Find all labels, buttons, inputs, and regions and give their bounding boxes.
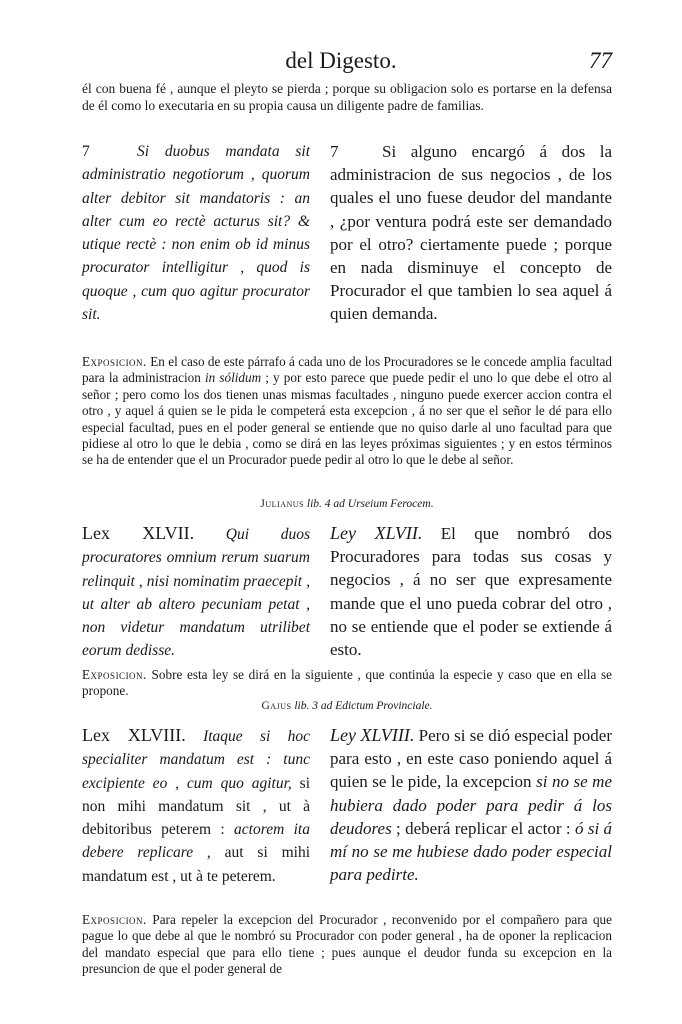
- spanish-text-b: si no se me hubiera dado poder para pedir á los deudores: [330, 772, 612, 838]
- spanish-column: [330, 522, 612, 663]
- exposicion-italic: in sólidum: [204, 370, 262, 386]
- latin-label: Lex XLVIII.: [82, 725, 186, 745]
- citation-work: lib. 3 ad Edictum Provinciale.: [291, 700, 433, 712]
- spanish-label: Ley XLVIII.: [330, 725, 415, 745]
- exposicion-label: Exposicion.: [82, 912, 147, 927]
- latin-column: [82, 724, 310, 888]
- latin-number: 7: [82, 143, 90, 160]
- section-7: [82, 140, 612, 326]
- citation-author: Julianus: [260, 498, 304, 510]
- exposicion-1: [82, 354, 612, 469]
- exposicion-2: [82, 667, 612, 700]
- exposicion-text-b: ; y por esto parece que puede pedir el uno lo que debe el otro al señor ; pero como los dos tienen unas mismas facultades , ninguno puede exercer accion contra el otro , y aquel á quien se le pida le competerá esta excepcion , á no ser que el señor le dé para ello especial facultad, pues en el poder general se entiende que no quiso darle al uno facultad para que pidiese al otro lo que le debia , como se dirá en las leyes próximas siguientes ; y en estos términos se ha de entender que el un Procurador puede pedir al otro lo que le debe al señor.: [82, 370, 612, 468]
- latin-text: Si duobus mandata sit administratio negotiorum , quorum alter debitor sit mandatoris : an alter cum eo rectè acturus sit? & utique rectè : non enim ob id minus procurator intelligitur , quod is quoque , cum quo agitur procurator sit.: [82, 143, 311, 324]
- latin-text-b: si non mihi mandatum sit , ut à debitoribus peterem :: [82, 774, 311, 839]
- spanish-text-d: ó si á mí no se me hubiese dado poder especial para pedirte.: [330, 818, 613, 885]
- exposicion-3: [82, 912, 612, 978]
- spanish-text: El que nombró dos Procuradores para todas sus cosas y negocios , á no ser que expresamente mande que el uno pueda cobrar del otro , no se entiende que el poder se extiende á esto.: [330, 524, 613, 660]
- spanish-column: [330, 140, 612, 326]
- citation-2: [82, 700, 612, 712]
- spanish-text: Si alguno encargó á dos la administracion de sus negocios , de los quales el uno fuese deudor del mandante , ¿por ventura podrá este ser demandado por el otro? ciertamente puede ; porque en nada disminuye el concepto de Procurador el que tambien lo sea aquel á quien demanda.: [330, 142, 612, 324]
- spanish-text-a: Pero si se dió especial poder para esto , en este caso poniendo aquel á quien se le pide, la excepcion: [330, 726, 613, 792]
- intro-paragraph: él con buena fé , aunque el pleyto se pierda ; porque su obligacion solo es portarse en la defensa de él como lo executaria en su propia causa un diligente padre de familias.: [82, 81, 612, 113]
- latin-label: Lex XLVII.: [82, 523, 195, 543]
- exposicion-text-a: En el caso de este párrafo á cada uno de los Procuradores se le concede amplia facultad para la administracion: [82, 354, 612, 386]
- latin-text-d: aut si mihi mandatum est , ut à te peterem.: [82, 844, 311, 885]
- exposicion-text: Para repeler la excepcion del Procurador , reconvenido por el compañero para que pague lo que debe al que le nombró su Procurador con poder general , ha de oponer la replicacion del mandato especial que para ello tiene ; pues aunque el deudor funda su excepcion en la presuncion de que el poder general de: [82, 912, 612, 977]
- citation-work: lib. 4 ad Urseium Ferocem.: [304, 498, 434, 510]
- latin-text: Qui duos procuratores omnium rerum suarum relinquit , nisi nominatim praecepit , ut alter ab altero pecuniam petat , non videtur mandatum utrilibet eorum dedisse.: [82, 526, 310, 660]
- latin-column: [82, 140, 310, 326]
- latin-column: [82, 522, 310, 663]
- exposicion-label: Exposicion.: [82, 354, 147, 369]
- spanish-number: 7: [330, 142, 339, 161]
- page-number: 77: [589, 48, 612, 73]
- spanish-label: Ley XLVII.: [330, 523, 423, 543]
- lex-47: [82, 522, 612, 663]
- spanish-column: [330, 724, 612, 888]
- exposicion-label: Exposicion.: [82, 667, 147, 682]
- spanish-text-c: ; deberá replicar el actor :: [396, 818, 571, 838]
- citation-author: Gajus: [261, 700, 292, 712]
- page-header: [0, 48, 682, 78]
- running-title: del Digesto.: [285, 48, 397, 73]
- latin-text-a: Itaque si hoc specialiter mandatum est : tunc excipiente eo , cum quo agitur,: [82, 728, 310, 792]
- latin-text-c: actorem ita debere replicare ,: [82, 821, 310, 862]
- lex-48: [82, 724, 612, 888]
- citation-1: [82, 498, 612, 510]
- exposicion-text: Sobre esta ley se dirá en la siguiente , que continúa la especie y caso que en ella se propone.: [82, 667, 612, 699]
